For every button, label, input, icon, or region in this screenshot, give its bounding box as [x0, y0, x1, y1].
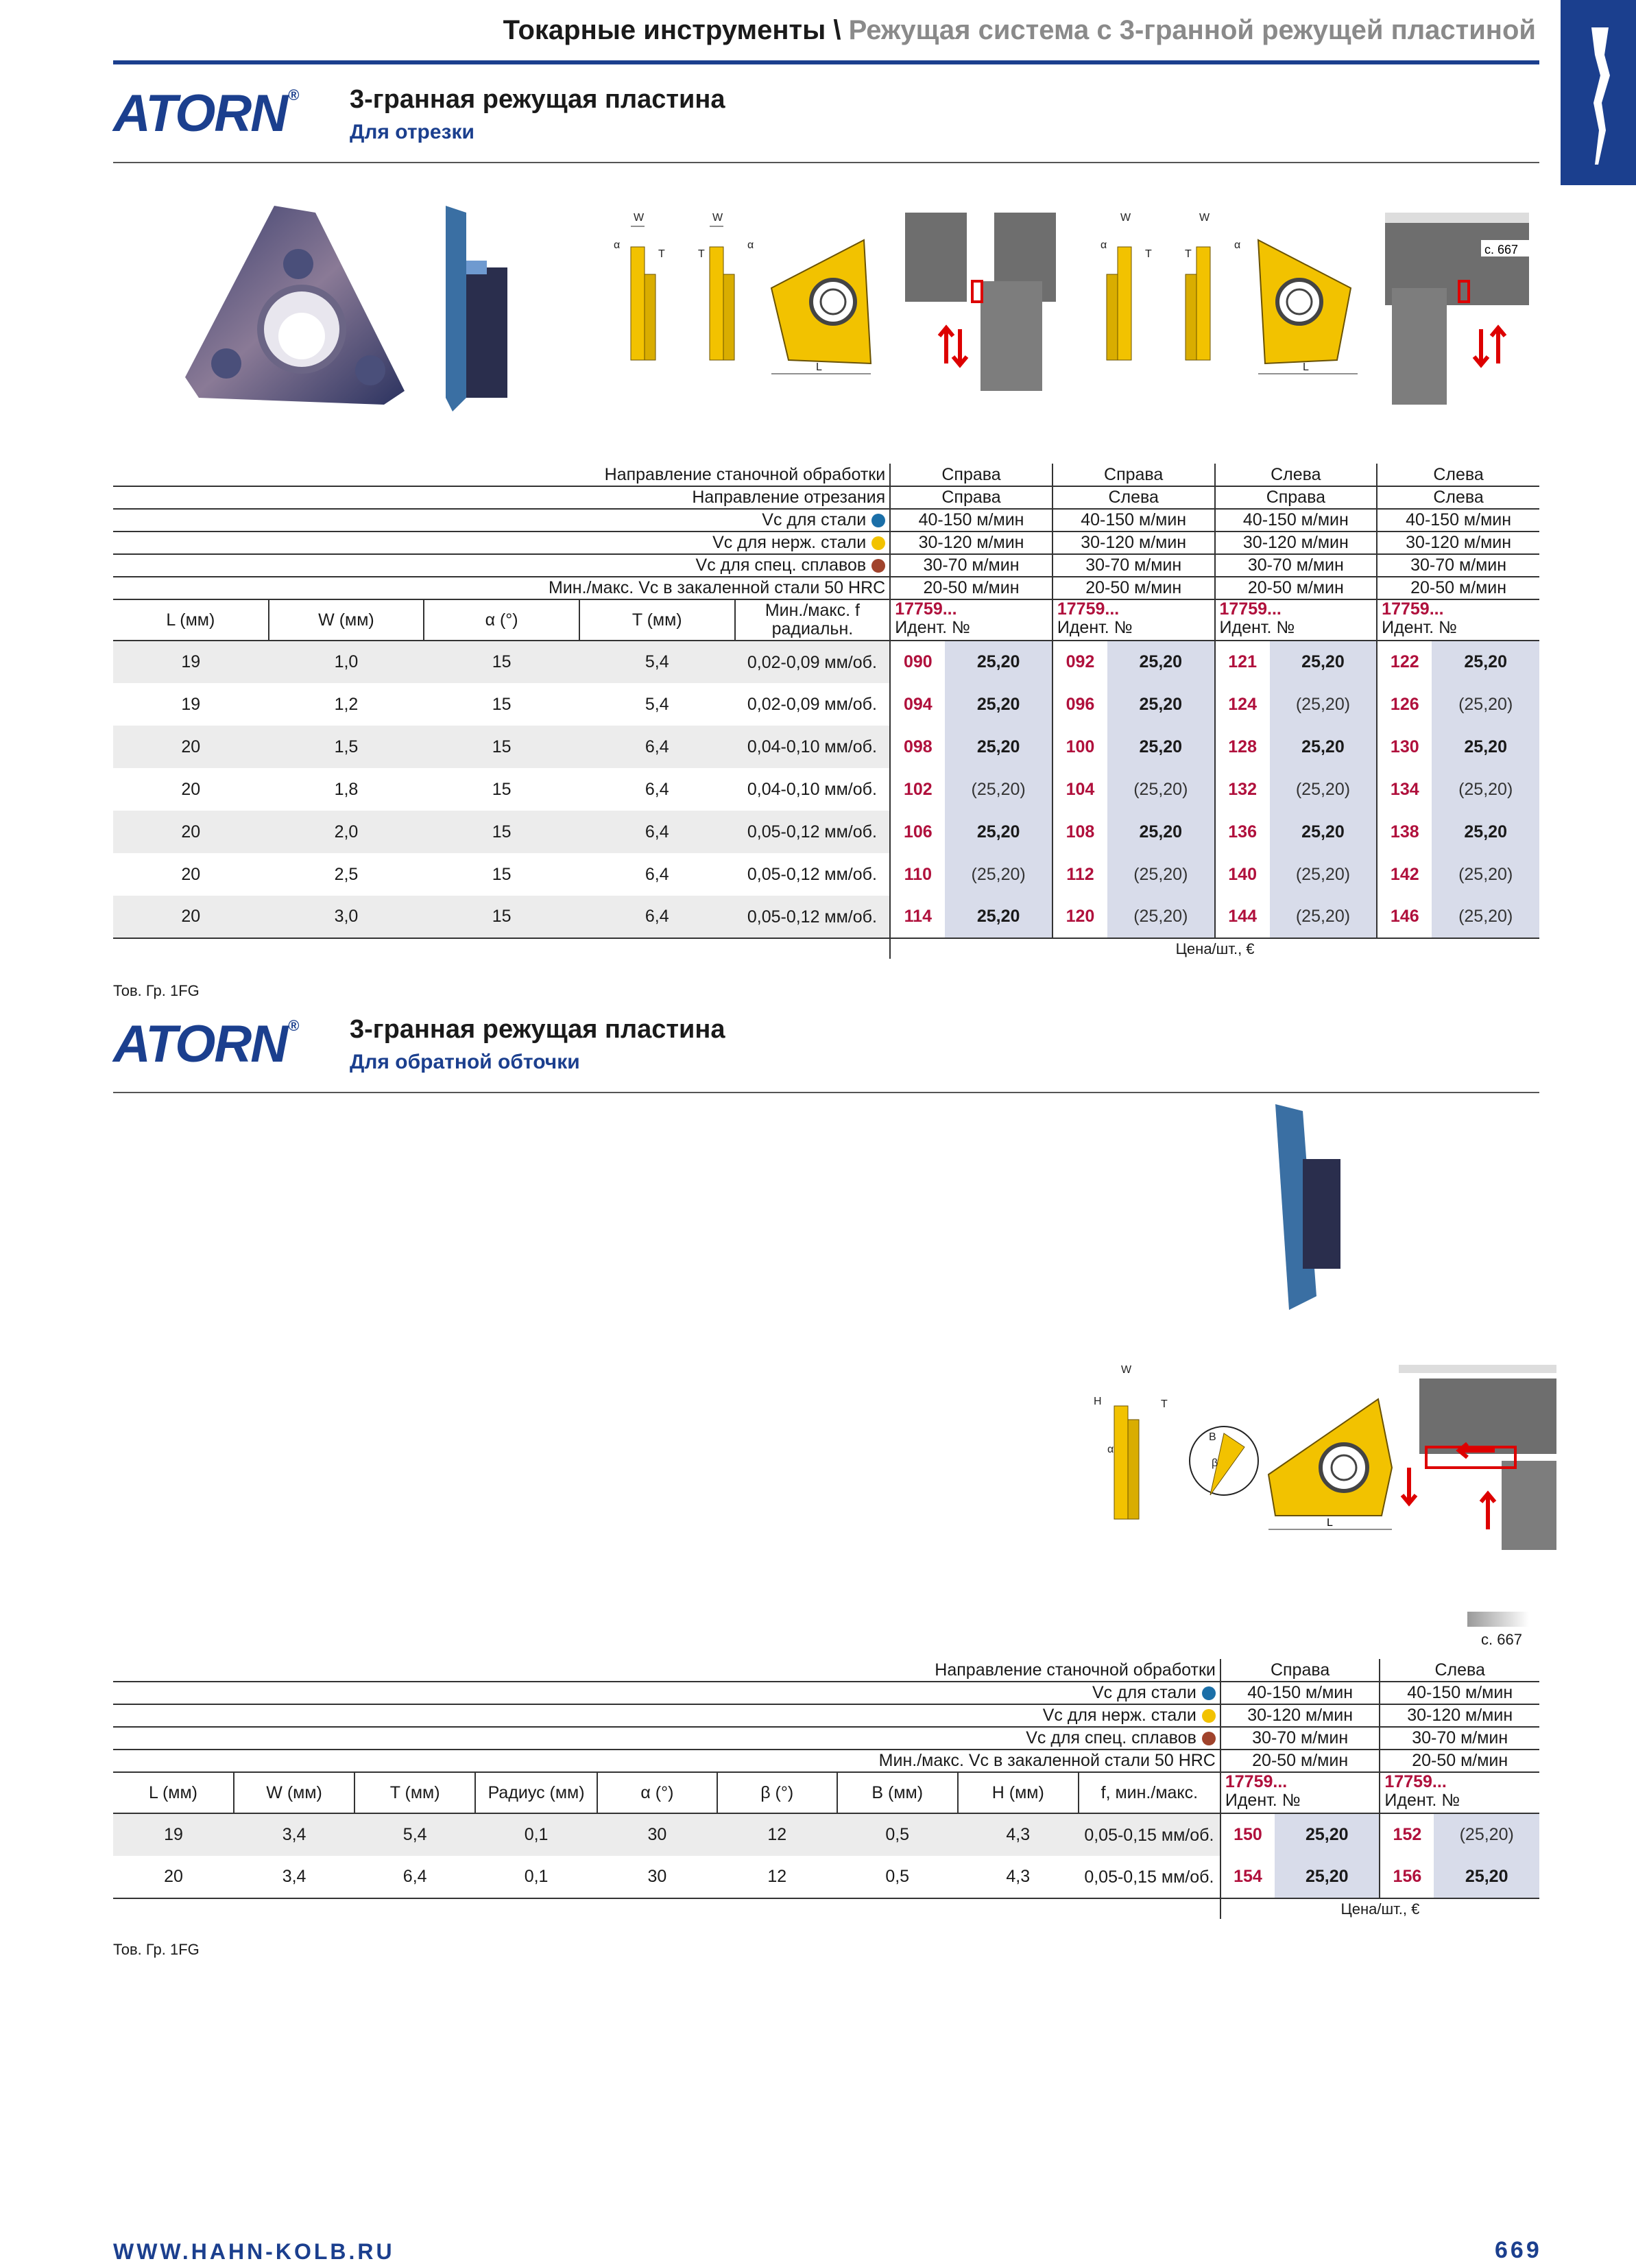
price-cell: 25,20	[945, 726, 1052, 768]
property-row	[113, 486, 1539, 509]
column-header: W (мм)	[234, 1772, 354, 1813]
property-value: 40-150 м/мин	[1380, 1682, 1539, 1704]
ident-header	[1380, 1772, 1539, 1813]
price-cell: 25,20	[1432, 641, 1539, 683]
spec-cell: 0,5	[885, 1867, 910, 1886]
table-row	[113, 768, 1539, 811]
ident-number: 114	[890, 896, 945, 938]
spec-cell: 2,0	[269, 811, 424, 853]
feed-cell: 0,05-0,12 мм/об.	[735, 811, 891, 853]
ident-header	[890, 599, 1052, 641]
spec-cell: 20	[113, 726, 269, 768]
column-header: Радиус (мм)	[475, 1772, 597, 1813]
ident-number: 094	[890, 683, 945, 726]
feed-cell: 0,05-0,12 мм/об.	[747, 865, 877, 884]
atorn-logo: ATORN®	[113, 84, 298, 143]
spec-cell: 6,4	[645, 864, 669, 884]
price-cell: 25,20	[945, 641, 1052, 683]
price-cell: 25,20	[1107, 811, 1214, 853]
ident-label: Идент. №	[1384, 1791, 1460, 1810]
back-turning-insert-table	[113, 1659, 1539, 1919]
column-header: T (мм)	[579, 599, 735, 641]
svg-text:α: α	[1107, 1444, 1114, 1455]
ident-number: 128	[1215, 726, 1270, 768]
article-prefix: 17759...	[1225, 1772, 1288, 1791]
price-cell: 25,20	[1270, 811, 1377, 853]
price-label-row	[113, 1898, 1539, 1919]
svg-text:α: α	[614, 239, 621, 251]
table-row	[113, 1856, 1539, 1898]
price-cell: (25,20)	[945, 768, 1052, 811]
article-prefix: 17759...	[1384, 1772, 1447, 1791]
property-label: Мин./макс. Vc в закаленной стали 50 HRC	[113, 1750, 1220, 1772]
column-header: Мин./макс. f радиальн.	[735, 599, 891, 641]
price-cell: (25,20)	[1432, 896, 1539, 938]
svg-text:с. 667: с. 667	[1484, 243, 1519, 256]
price-cell: 25,20	[945, 896, 1052, 938]
price-cell: (25,20)	[1107, 768, 1214, 811]
svg-text:T: T	[1161, 1398, 1168, 1410]
spec-cell: 19	[181, 694, 201, 714]
price-cell: 25,20	[1432, 811, 1539, 853]
ident-number: 138	[1377, 811, 1432, 853]
property-row	[113, 554, 1539, 577]
property-value: 40-150 м/мин	[1220, 1682, 1380, 1704]
section2-subtitle: Для обратной обточки	[350, 1051, 580, 1073]
feed-cell: 0,04-0,10 мм/об.	[735, 726, 891, 768]
ident-number: 142	[1377, 853, 1432, 896]
material-dot-icon	[1202, 1709, 1216, 1723]
property-value: 30-70 м/мин	[1215, 554, 1378, 577]
property-label: Мин./макс. Vc в закаленной стали 50 HRC	[113, 577, 890, 599]
property-row	[113, 532, 1539, 554]
ident-number: 100	[1052, 726, 1107, 768]
ident-number: 120	[1052, 896, 1107, 938]
spec-cell: 6,4	[402, 1867, 427, 1886]
spec-cell: 1,2	[334, 694, 359, 714]
price-cell: (25,20)	[1270, 853, 1377, 896]
column-header: α (°)	[424, 599, 579, 641]
ident-label: Идент. №	[1057, 618, 1133, 637]
header-rule	[113, 60, 1539, 64]
column-header: B (мм)	[837, 1772, 958, 1813]
price-label: Цена/шт., €	[1220, 1898, 1539, 1919]
price-label: Цена/шт., €	[890, 938, 1539, 959]
article-prefix: 17759...	[1057, 599, 1120, 619]
property-value: Слева	[1377, 464, 1539, 486]
svg-text:T: T	[1185, 248, 1192, 260]
price-cell: 25,20	[945, 811, 1052, 853]
back-turning-setup-diagram	[1399, 1365, 1556, 1557]
chapter-tab	[1561, 0, 1636, 185]
svg-text:α: α	[1100, 239, 1107, 251]
table-row	[113, 811, 1539, 853]
ident-number: 144	[1215, 896, 1270, 938]
ident-number: 098	[890, 726, 945, 768]
page-header	[110, 15, 1536, 51]
ident-number: 104	[1052, 768, 1107, 811]
section2-product-group: Тов. Гр. 1FG	[113, 1941, 200, 1958]
spec-cell: 15	[492, 779, 512, 799]
page-ref-bar	[1467, 1612, 1529, 1627]
header-separator: \	[833, 15, 841, 45]
ident-number: 112	[1052, 853, 1107, 896]
insert-dimension-diagram	[590, 206, 878, 391]
spec-cell: 0,1	[475, 1813, 597, 1856]
property-label: Vc для спец. сплавов	[113, 1727, 1220, 1750]
ident-number: 136	[1215, 811, 1270, 853]
svg-text:T: T	[658, 248, 665, 260]
property-value: 20-50 м/мин	[890, 577, 1052, 599]
column-header-row	[113, 599, 1539, 641]
column-header: L (мм)	[113, 599, 269, 641]
property-value: Слева	[1377, 486, 1539, 509]
ident-number: 130	[1377, 726, 1432, 768]
ident-number: 154	[1220, 1856, 1275, 1898]
spacer-cell	[113, 938, 890, 959]
ident-header	[1052, 599, 1215, 641]
property-value: 30-120 м/мин	[1377, 532, 1539, 554]
ident-number: 110	[890, 853, 945, 896]
ident-number: 146	[1377, 896, 1432, 938]
svg-text:L: L	[1303, 361, 1309, 373]
spec-cell: 19	[113, 1813, 234, 1856]
spec-cell: 5,4	[579, 641, 735, 683]
insert-photo	[185, 199, 418, 411]
article-prefix: 17759...	[1382, 599, 1444, 619]
spec-cell: 0,1	[524, 1867, 549, 1886]
section2-rule	[113, 1092, 1539, 1093]
spec-cell: 30	[597, 1813, 717, 1856]
feed-cell: 0,02-0,09 мм/об.	[735, 641, 891, 683]
price-cell: 25,20	[1434, 1856, 1539, 1898]
table-row	[113, 683, 1539, 726]
insert-side-photo	[439, 206, 514, 411]
section1-subtitle: Для отрезки	[350, 121, 474, 143]
svg-text:W: W	[1199, 212, 1210, 224]
property-value: Слева	[1380, 1659, 1539, 1682]
property-value: Справа	[1215, 486, 1378, 509]
price-cell: (25,20)	[1270, 683, 1377, 726]
table-row	[113, 641, 1539, 683]
spec-cell: 3,4	[234, 1813, 354, 1856]
property-value: Справа	[1052, 464, 1215, 486]
ident-number: 096	[1052, 683, 1107, 726]
property-value: 30-120 м/мин	[1052, 532, 1215, 554]
atorn-logo-2: ATORN®	[113, 1015, 298, 1073]
ident-label: Идент. №	[1225, 1791, 1301, 1810]
property-value: 30-120 м/мин	[890, 532, 1052, 554]
property-row	[113, 464, 1539, 486]
ident-number: 121	[1215, 641, 1270, 683]
spec-cell: 20	[113, 896, 269, 938]
table-row	[113, 896, 1539, 938]
property-label: Vc для стали	[113, 509, 890, 532]
table-row	[113, 1813, 1539, 1856]
property-value: 40-150 м/мин	[1215, 509, 1378, 532]
material-dot-icon	[1202, 1732, 1216, 1745]
property-label: Vc для стали	[113, 1682, 1220, 1704]
spec-cell: 20	[113, 811, 269, 853]
article-prefix: 17759...	[1219, 599, 1282, 619]
ident-number: 092	[1052, 641, 1107, 683]
spec-cell: 3,4	[282, 1867, 306, 1886]
svg-text:W: W	[1120, 212, 1131, 224]
spec-cell: 15	[424, 726, 579, 768]
property-value: Справа	[1220, 1659, 1380, 1682]
cutoff-setup-diagram-2	[1378, 213, 1536, 405]
section2-title: 3-гранная режущая пластина	[350, 1015, 725, 1044]
column-header: L (мм)	[113, 1772, 234, 1813]
material-dot-icon	[871, 536, 885, 550]
svg-text:H: H	[1094, 1396, 1102, 1407]
property-value: 20-50 м/мин	[1380, 1750, 1539, 1772]
property-row	[113, 1682, 1539, 1704]
ident-number: 152	[1380, 1813, 1434, 1856]
svg-text:α: α	[747, 239, 754, 251]
ident-number: 124	[1215, 683, 1270, 726]
property-label: Направление станочной обработки	[113, 464, 890, 486]
property-value: 30-70 м/мин	[890, 554, 1052, 577]
spec-cell: 6,4	[579, 726, 735, 768]
spec-cell: 12	[717, 1813, 837, 1856]
property-value: 20-50 м/мин	[1215, 577, 1378, 599]
spec-cell: 5,4	[645, 694, 669, 714]
property-value: 30-70 м/мин	[1052, 554, 1215, 577]
spec-cell: 20	[181, 864, 201, 884]
spec-cell: 1,0	[269, 641, 424, 683]
price-cell: (25,20)	[1432, 683, 1539, 726]
spec-cell: 1,5	[269, 726, 424, 768]
spec-cell: 15	[424, 641, 579, 683]
ident-number: 106	[890, 811, 945, 853]
article-prefix: 17759...	[895, 599, 957, 619]
price-cell: 25,20	[1275, 1813, 1380, 1856]
price-cell: 25,20	[1107, 726, 1214, 768]
property-row	[113, 1750, 1539, 1772]
property-value: Слева	[1052, 486, 1215, 509]
ident-header	[1220, 1772, 1380, 1813]
ident-number: 134	[1377, 768, 1432, 811]
feed-cell: 0,02-0,09 мм/об.	[747, 695, 877, 714]
spec-cell: 5,4	[354, 1813, 475, 1856]
property-value: 30-120 м/мин	[1215, 532, 1378, 554]
section1-rule	[113, 162, 1539, 163]
property-label: Направление отрезания	[113, 486, 890, 509]
property-value: 30-70 м/мин	[1377, 554, 1539, 577]
property-value: Слева	[1215, 464, 1378, 486]
svg-text:α: α	[1234, 239, 1241, 251]
spec-cell: 15	[424, 896, 579, 938]
ident-label: Идент. №	[1219, 618, 1295, 637]
spec-cell: 4,3	[958, 1813, 1079, 1856]
property-value: Справа	[890, 464, 1052, 486]
header-title-sub: Режущая система с 3-гранной режущей пластиной	[848, 15, 1536, 45]
property-value: 30-120 м/мин	[1380, 1704, 1539, 1727]
property-label: Vc для спец. сплавов	[113, 554, 890, 577]
spec-cell: 30	[647, 1867, 667, 1886]
property-value: 40-150 м/мин	[1052, 509, 1215, 532]
property-row	[113, 577, 1539, 599]
price-cell: 25,20	[945, 683, 1052, 726]
price-cell: (25,20)	[945, 853, 1052, 896]
spec-cell: 19	[113, 641, 269, 683]
property-value: 20-50 м/мин	[1220, 1750, 1380, 1772]
price-cell: (25,20)	[1107, 853, 1214, 896]
material-dot-icon	[871, 514, 885, 527]
spec-cell: 6,4	[579, 896, 735, 938]
section2-page-ref: с. 667	[1481, 1631, 1522, 1648]
property-row	[113, 1704, 1539, 1727]
property-value: 30-120 м/мин	[1220, 1704, 1380, 1727]
ident-number: 132	[1215, 768, 1270, 811]
ident-number: 156	[1380, 1856, 1434, 1898]
feed-cell: 0,05-0,15 мм/об.	[1084, 1867, 1214, 1887]
ident-label: Идент. №	[1382, 618, 1457, 637]
section1-title: 3-гранная режущая пластина	[350, 85, 725, 114]
spec-cell: 0,5	[837, 1813, 958, 1856]
svg-text:B: B	[1209, 1431, 1216, 1443]
header-title-main: Токарные инструменты	[503, 15, 826, 45]
price-cell: 25,20	[1270, 726, 1377, 768]
cutoff-insert-table	[113, 464, 1539, 959]
property-label: Направление станочной обработки	[113, 1659, 1220, 1682]
price-cell: 25,20	[1275, 1856, 1380, 1898]
property-label: Vc для нерж. стали	[113, 1704, 1220, 1727]
svg-text:L: L	[816, 361, 822, 373]
property-label: Vc для нерж. стали	[113, 532, 890, 554]
feed-cell: 0,05-0,12 мм/об.	[735, 896, 891, 938]
property-row	[113, 1659, 1539, 1682]
price-cell: (25,20)	[1270, 896, 1377, 938]
spec-cell: 12	[767, 1867, 787, 1886]
property-value: 40-150 м/мин	[890, 509, 1052, 532]
column-header-row	[113, 1772, 1539, 1813]
spec-cell: 4,3	[1006, 1867, 1031, 1886]
price-cell: 25,20	[1107, 683, 1214, 726]
spec-cell: 2,5	[334, 864, 359, 884]
property-value: 30-70 м/мин	[1380, 1727, 1539, 1750]
ident-header	[1215, 599, 1378, 641]
property-value: 20-50 м/мин	[1377, 577, 1539, 599]
table-row	[113, 726, 1539, 768]
property-value: 40-150 м/мин	[1377, 509, 1539, 532]
material-dot-icon	[1202, 1686, 1216, 1700]
ident-number: 140	[1215, 853, 1270, 896]
property-row	[113, 1727, 1539, 1750]
spec-cell: 15	[424, 811, 579, 853]
price-cell: 25,20	[1107, 641, 1214, 683]
column-header: H (мм)	[958, 1772, 1079, 1813]
svg-text:T: T	[698, 248, 705, 260]
column-header: α (°)	[597, 1772, 717, 1813]
svg-text:T: T	[1145, 248, 1152, 260]
feed-cell: 0,04-0,10 мм/об.	[747, 780, 877, 799]
spec-cell: 3,0	[269, 896, 424, 938]
svg-text:W: W	[634, 212, 645, 224]
spec-cell: 20	[181, 779, 201, 799]
property-value: Справа	[890, 486, 1052, 509]
insert2-side-photo	[1262, 1104, 1358, 1310]
column-header: β (°)	[717, 1772, 837, 1813]
price-cell: (25,20)	[1270, 768, 1377, 811]
page-number: 669	[1495, 2237, 1542, 2263]
price-cell: 25,20	[1432, 726, 1539, 768]
table-row	[113, 853, 1539, 896]
ident-label: Идент. №	[895, 618, 970, 637]
property-value: 20-50 м/мин	[1052, 577, 1215, 599]
ident-number: 122	[1377, 641, 1432, 683]
price-cell: (25,20)	[1432, 768, 1539, 811]
ident-header	[1377, 599, 1539, 641]
feed-cell: 0,05-0,15 мм/об.	[1079, 1813, 1220, 1856]
spec-cell: 15	[492, 694, 512, 714]
price-cell: 25,20	[1270, 641, 1377, 683]
spec-cell: 20	[164, 1867, 183, 1886]
svg-text:W: W	[1121, 1365, 1132, 1376]
price-label-row	[113, 938, 1539, 959]
spacer-cell	[113, 1898, 1220, 1919]
spec-cell: 6,4	[579, 811, 735, 853]
insert-dimension-diagram-left	[1076, 206, 1364, 391]
price-cell: (25,20)	[1432, 853, 1539, 896]
ident-number: 102	[890, 768, 945, 811]
spec-cell: 6,4	[645, 779, 669, 799]
insert2-body-diagram	[1262, 1392, 1399, 1543]
price-cell: (25,20)	[1434, 1813, 1539, 1856]
spec-cell: 1,8	[334, 779, 359, 799]
drill-icon	[1561, 0, 1636, 185]
property-value: 30-70 м/мин	[1220, 1727, 1380, 1750]
svg-text:L: L	[1327, 1517, 1333, 1529]
insert2-dimension-diagram	[1087, 1365, 1279, 1529]
ident-number: 150	[1220, 1813, 1275, 1856]
ident-number: 108	[1052, 811, 1107, 853]
cutoff-setup-diagram-1	[898, 213, 1063, 405]
ident-number: 126	[1377, 683, 1432, 726]
property-row	[113, 509, 1539, 532]
material-dot-icon	[871, 559, 885, 573]
column-header: T (мм)	[354, 1772, 475, 1813]
svg-text:W: W	[712, 212, 723, 224]
column-header: f, мин./макс.	[1079, 1772, 1220, 1813]
section1-product-group: Тов. Гр. 1FG	[113, 982, 200, 999]
column-header: W (мм)	[269, 599, 424, 641]
ident-number: 090	[890, 641, 945, 683]
spec-cell: 15	[492, 864, 512, 884]
footer-url-link[interactable]: WWW.HAHN-KOLB.RU	[113, 2239, 395, 2264]
price-cell: (25,20)	[1107, 896, 1214, 938]
svg-text:β: β	[1212, 1457, 1218, 1469]
